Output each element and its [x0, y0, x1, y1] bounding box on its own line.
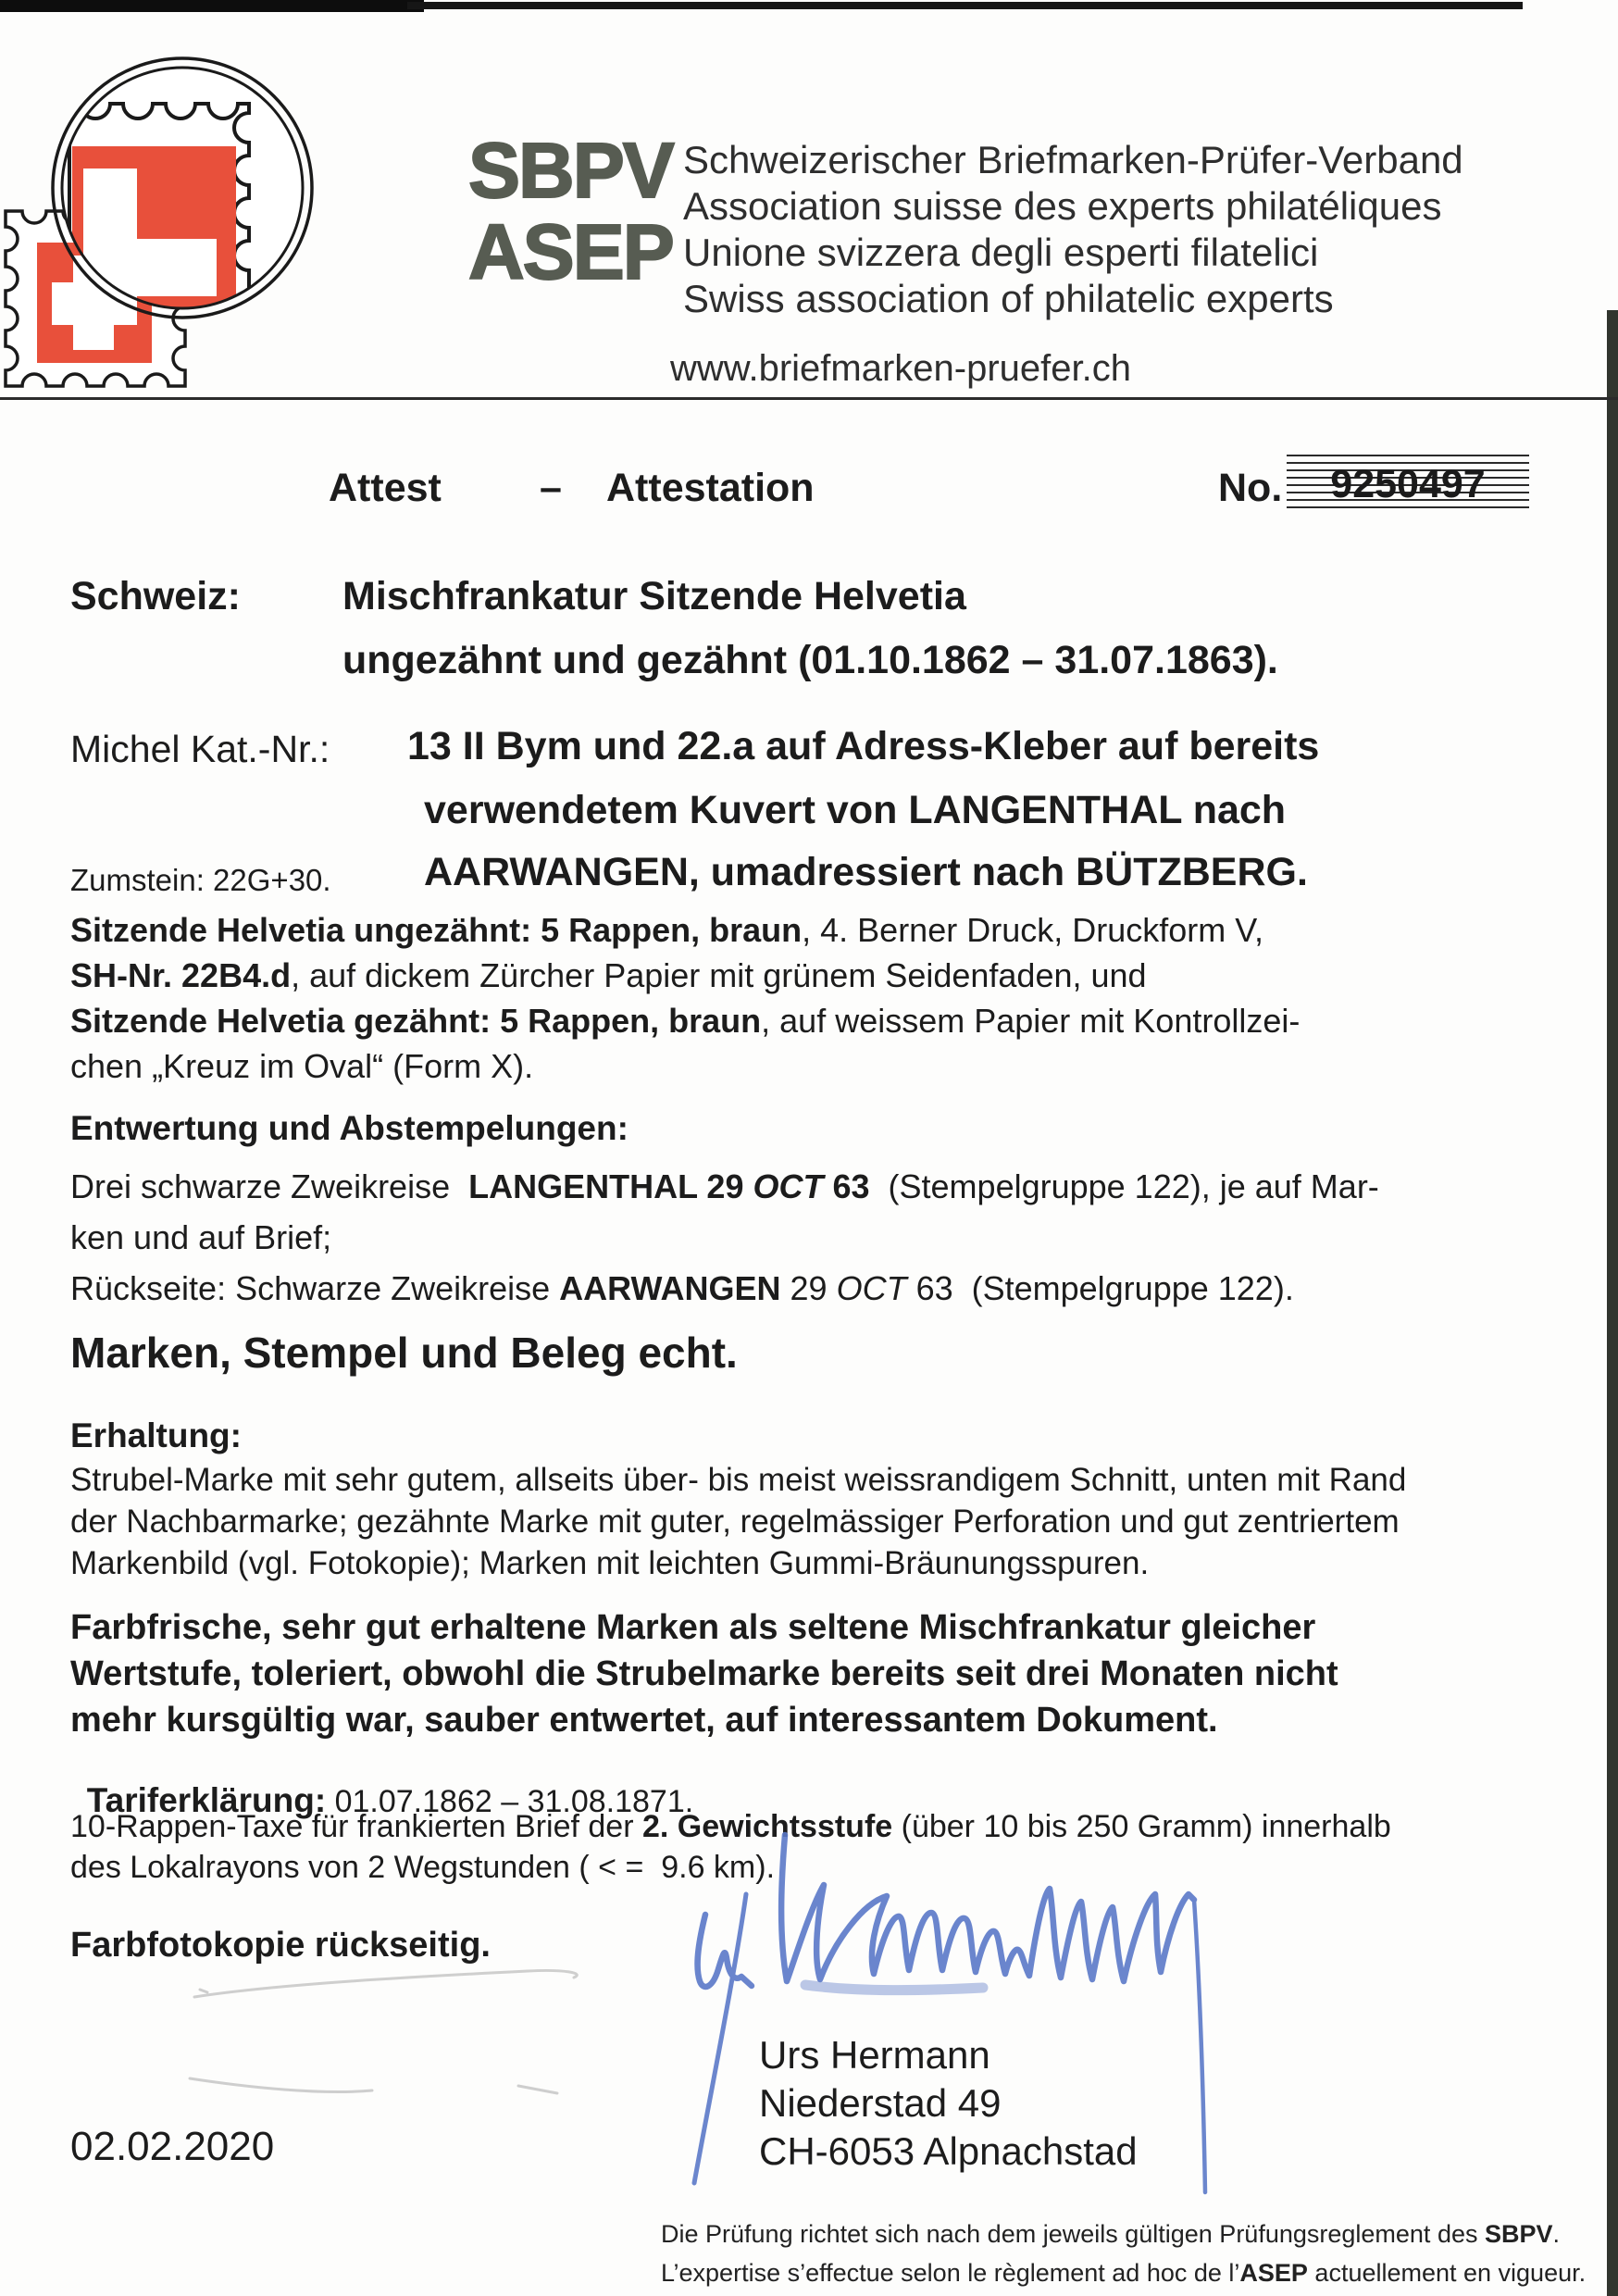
cancellation-line-2: ken und auf Brief; [70, 1218, 332, 1256]
condition-line-1: Strubel-Marke mit sehr gutem, allseits über- bis meist weissrandigem Schnitt, unten mit Rand [70, 1462, 1407, 1498]
org-name-it: Unione svizzera degli esperti filatelici [683, 231, 1319, 274]
org-abbrev-fr: ASEP [468, 208, 673, 295]
footer-line-de: Die Prüfung richtet sich nach dem jeweils gültigen Prüfungsreglement des SBPV. [661, 2220, 1561, 2248]
signer-name: Urs Hermann [759, 2033, 990, 2077]
certificate-title-de: Attest [329, 466, 442, 510]
sbpv-stamp-magnifier-logo [0, 46, 426, 398]
catalog-line-1: 13 II Bym und 22.a auf Adress-Kleber auf bereits [407, 724, 1320, 768]
tariff-line-2: 10-Rappen-Taxe für frankierten Brief der 2. Gewichtsstufe (über 10 bis 250 Gramm) innerhalb [70, 1809, 1391, 1844]
certificate-title-fr: Attestation [606, 466, 815, 510]
scan-artifact-right-strip [1607, 310, 1618, 2296]
zumstein-catalog-label: Zumstein: 22G+30. [70, 863, 331, 897]
certificate-number-label: No. [1218, 466, 1283, 510]
signer-street: Niederstad 49 [759, 2081, 1002, 2125]
certificate-number-hatched [1287, 455, 1529, 514]
website-url: www.briefmarken-pruefer.ch [670, 348, 1131, 389]
condition-line-3: Markenbild (vgl. Fotokopie); Marken mit leichten Gummi-Bräunungsspuren. [70, 1545, 1150, 1581]
footer-line-fr: L’expertise s’effectue selon le règlement ad hoc de l’ASEP actuellement en vigueur. [661, 2259, 1587, 2287]
stamp-desc-line-2: SH-Nr. 22B4.d, auf dickem Zürcher Papier mit grünem Seidenfaden, und [70, 956, 1147, 994]
condition-paragraph [70, 1459, 1406, 1584]
org-name-en: Swiss association of philatelic experts [683, 277, 1334, 320]
stamp-desc-line-4: chen „Kreuz im Oval“ (Form X). [70, 1047, 534, 1085]
signer-city: CH-6053 Alpnachstad [759, 2129, 1138, 2173]
org-abbrev-de: SBPV [468, 127, 673, 214]
assessment-line-2: Wertstufe, toleriert, obwohl die Strubelmarke bereits seit drei Monaten nicht [70, 1654, 1338, 1693]
certificate-number: 9250497 [1330, 461, 1486, 506]
scan-artifact-top-bar [0, 0, 424, 12]
authenticity-verdict: Marken, Stempel und Beleg echt. [70, 1329, 738, 1377]
org-name-de: Schweizerischer Briefmarken-Prüfer-Verband [683, 138, 1463, 181]
org-name-fr: Association suisse des experts philatéliques [683, 184, 1442, 228]
cancellation-paragraph [70, 1161, 1379, 1314]
catalog-line-3: AARWANGEN, umadressiert nach BÜTZBERG. [424, 850, 1308, 894]
tariff-heading-line: Tariferklärung: 01.07.1862 – 31.08.1871. [86, 1781, 694, 1819]
assessment-line-3: mehr kursgültig war, sauber entwertet, auf interessantem Dokument. [70, 1701, 1218, 1740]
tariff-line-3: des Lokalrayons von 2 Wegstunden ( < = 9.6 km). [70, 1850, 776, 1885]
cancellation-line-3: Rückseite: Schwarze Zweikreise AARWANGEN 29 OCT 63 (Stempelgruppe 122). [70, 1269, 1294, 1307]
org-names [683, 137, 1463, 322]
certificate-date: 02.02.2020 [70, 2124, 275, 2169]
stamp-description [70, 907, 1300, 1089]
cancellation-heading: Entwertung und Abstempelungen: [70, 1109, 629, 1147]
scan-artifact-top-bar-thin [407, 2, 1523, 9]
condition-heading: Erhaltung: [70, 1416, 242, 1454]
signer-address-block [759, 2031, 1138, 2176]
subject-line-2: ungezähnt und gezähnt (01.10.1862 – 31.07.1863). [342, 638, 1278, 682]
assessment-line-1: Farbfrische, sehr gut erhaltene Marken als seltene Mischfrankatur gleicher [70, 1608, 1316, 1647]
tariff-label: Tariferklärung: [86, 1781, 327, 1819]
photo-note: Farbfotokopie rückseitig. [70, 1926, 491, 1965]
org-abbreviation [468, 127, 673, 295]
pencil-smudge-marks [139, 1940, 657, 2134]
header-divider [0, 397, 1618, 400]
stamp-desc-line-3: Sitzende Helvetia gezähnt: 5 Rappen, braun, auf weissem Papier mit Kontrollzei- [70, 1002, 1301, 1040]
condition-line-2: der Nachbarmarke; gezähnte Marke mit guter, regelmässiger Perforation und gut zentriertem [70, 1504, 1400, 1540]
assessment-paragraph [70, 1604, 1338, 1743]
title-dash: – [540, 466, 562, 510]
cancellation-line-1: Drei schwarze Zweikreise LANGENTHAL 29 OCT 63 (Stempelgruppe 122), je auf Mar- [70, 1167, 1379, 1205]
michel-catalog-label: Michel Kat.-Nr.: [70, 728, 330, 770]
footer-regulations [661, 2215, 1586, 2292]
stamp-desc-line-1: Sitzende Helvetia ungezähnt: 5 Rappen, braun, 4. Berner Druck, Druckform V, [70, 911, 1263, 949]
catalog-line-2: verwendetem Kuvert von LANGENTHAL nach [424, 788, 1287, 832]
country-label: Schweiz: [70, 574, 241, 618]
subject-line-1: Mischfrankatur Sitzende Helvetia [342, 574, 966, 618]
